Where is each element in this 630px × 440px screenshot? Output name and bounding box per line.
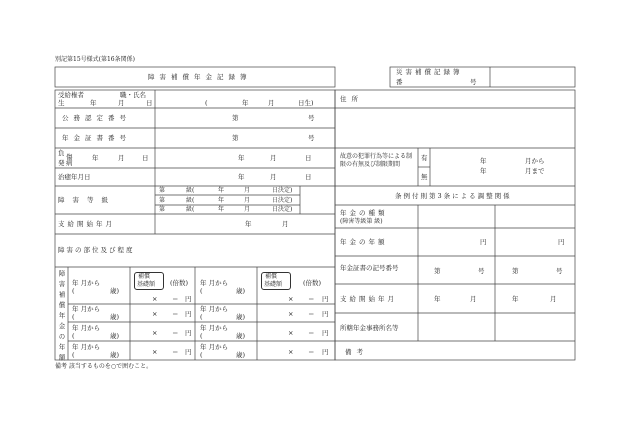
period-7-from: 年 月から [72, 343, 101, 351]
cert-code-gou-2: 号 [556, 267, 563, 275]
period-8-from: 年 月から [200, 343, 229, 351]
cert-code-dai-2: 第 [512, 267, 519, 275]
intentional-label: 故意の犯罪行為等による制限の有無及び制限期間 [340, 153, 413, 169]
age-year: 年 [242, 99, 249, 107]
disability-grade-label: 障害等級 [58, 196, 116, 204]
period-4-from: 年 月から [200, 305, 229, 313]
office-label: 所轄年金事務所名等 [340, 324, 399, 332]
period-7-age: 歳) [110, 351, 120, 359]
grade-row-2-kyu: 級( [186, 197, 195, 204]
grade-row-2-d: 日決定) [272, 197, 293, 204]
psm-month-2: 月 [550, 295, 557, 303]
period-8-open: ( [200, 351, 203, 359]
grade-row-3-d: 日決定) [272, 206, 293, 213]
payment-start-month-label: 支給開始年月 [340, 295, 397, 303]
disaster-number-label: 番 [396, 78, 403, 86]
base-label-1a: 補償 [138, 273, 151, 280]
period-5-from: 年 月から [72, 324, 101, 332]
recipient-label: 受給権者 [58, 91, 84, 99]
healing-month: 月 [270, 173, 277, 181]
grade-row-2-y: 年 [218, 197, 225, 204]
injury-year: 年 [92, 154, 99, 162]
period-3-open: ( [72, 313, 75, 321]
cert-gou: 号 [308, 114, 315, 122]
pension-amount-yen-1: 円 [480, 238, 487, 246]
onset-label-1: 発 [58, 159, 65, 167]
period-6-open: ( [200, 332, 203, 340]
injury-month: 月 [118, 154, 125, 162]
equals-2: ＝ [308, 295, 315, 303]
pension-type-sub: (障害等級第 級) [340, 218, 383, 225]
birth-month: 月 [118, 99, 125, 107]
injury-area-label: 障害の部位及び程度 [58, 246, 135, 254]
period-2-open: ( [200, 287, 203, 295]
remarks-label: 備考 [345, 348, 368, 356]
disaster-record-label: 災害補償記録簿 [396, 68, 463, 76]
none-label: 無 [421, 173, 428, 181]
yen-6: 円 [322, 329, 329, 337]
times-4: × [288, 310, 294, 318]
times-5: × [152, 329, 158, 337]
certificate-gou: 号 [308, 134, 315, 142]
birth-suffix: 日生) [298, 99, 314, 107]
grade-row-3-dai: 第 [159, 206, 166, 213]
grade-row-2-m: 月 [244, 197, 251, 204]
healing-label: 治癒年月日 [58, 173, 91, 181]
period-5-age: 歳) [110, 332, 120, 340]
certificate-code-label: 年金証書の記号番号 [340, 264, 399, 272]
payment-start-label: 支給開始年月 [58, 220, 115, 228]
equals-6: ＝ [308, 329, 315, 337]
times-6: × [288, 329, 294, 337]
healing-day: 日 [305, 173, 312, 181]
period-5-open: ( [72, 332, 75, 340]
period-4-open: ( [200, 313, 203, 321]
birth-label: 生 [58, 99, 65, 107]
equals-3: ＝ [172, 310, 179, 318]
right-table [335, 90, 575, 360]
period-2-from: 年 月から [200, 279, 229, 287]
injury-label-1: 負 [58, 149, 65, 157]
yen-7: 円 [185, 348, 192, 356]
address-label: 住所 [340, 95, 363, 103]
healing-year: 年 [238, 173, 245, 181]
period-6-from: 年 月から [200, 324, 229, 332]
times-2: × [288, 295, 294, 303]
equals-7: ＝ [172, 348, 179, 356]
grade-row-1-y: 年 [218, 187, 225, 194]
yen-4: 円 [322, 310, 329, 318]
times-7: × [152, 348, 158, 356]
from-year: 年 [480, 157, 487, 165]
pension-amount-label: 年金の年額 [340, 238, 388, 246]
period-3-from: 年 月から [72, 305, 101, 313]
period-6-age: 歳) [236, 332, 246, 340]
form-title: 障害補償年金記録簿 [148, 73, 252, 81]
pension-amount-vertical: 障害補償年金の年額 [57, 270, 66, 365]
age-month: 月 [268, 99, 275, 107]
yen-8: 円 [322, 348, 329, 356]
period-1-from: 年 月から [72, 279, 101, 287]
age-open: ( [205, 99, 208, 107]
yen-1: 円 [185, 295, 192, 303]
base-label-2a: 補償 [265, 273, 278, 280]
birth-year: 年 [90, 99, 97, 107]
grade-row-1-m: 月 [244, 187, 251, 194]
grade-row-1-d: 日決定) [272, 187, 293, 194]
base-label-1b: 基礎額 [137, 281, 156, 288]
pension-amount-yen-2: 円 [558, 238, 565, 246]
psm-month-1: 月 [470, 295, 477, 303]
yen-3: 円 [185, 310, 192, 318]
period-1-age: 歳) [110, 287, 120, 295]
equals-1: ＝ [172, 295, 179, 303]
period-4-age: 歳) [236, 313, 246, 321]
base-label-2b: 基礎額 [264, 281, 283, 288]
until-year: 年 [480, 167, 487, 175]
until-month: 月まで [525, 167, 545, 175]
times-1: × [152, 295, 158, 303]
equals-5: ＝ [172, 329, 179, 337]
cert-code-dai-1: 第 [434, 267, 441, 275]
payment-start-year: 年 [245, 220, 252, 228]
grade-row-2-dai: 第 [159, 197, 166, 204]
injury-value-year: 年 [238, 154, 245, 162]
has-label: 有 [421, 154, 428, 162]
job-name-label: 職・氏名 [120, 91, 146, 99]
injury-value-month: 月 [270, 154, 277, 162]
multiplier-2: (倍数) [303, 279, 322, 287]
birth-day: 日 [146, 99, 153, 107]
injury-day: 日 [142, 154, 149, 162]
period-3-age: 歳) [110, 313, 120, 321]
footnote: 備考 該当するものを○で囲むこと。 [55, 363, 153, 370]
grade-row-3-kyu: 級( [186, 206, 195, 213]
times-8: × [288, 348, 294, 356]
grade-row-3-m: 月 [244, 206, 251, 213]
grade-row-1-kyu: 級( [186, 187, 195, 194]
onset-label-2: 病 [66, 159, 73, 167]
certificate-number-label: 年金証書番号 [62, 134, 131, 142]
psm-year-1: 年 [434, 295, 441, 303]
injury-value-day: 日 [305, 154, 312, 162]
grade-row-1-dai: 第 [159, 187, 166, 194]
equals-8: ＝ [308, 348, 315, 356]
form-reference: 別記第15号様式(第16条関係) [55, 56, 135, 63]
multiplier-1: (倍数) [170, 279, 189, 287]
period-1-open: ( [72, 287, 75, 295]
from-month: 月から [525, 157, 545, 165]
injury-label-2: 傷 [66, 153, 73, 161]
grade-row-3-y: 年 [218, 206, 225, 213]
times-3: × [152, 310, 158, 318]
certificate-dai: 第 [232, 134, 239, 142]
period-2-age: 歳) [236, 287, 246, 295]
payment-start-month: 月 [282, 220, 289, 228]
cert-number-label: 公務認定番号 [62, 114, 131, 122]
cert-code-gou-1: 号 [478, 267, 485, 275]
disaster-number-suffix: 号 [470, 78, 477, 86]
yen-2: 円 [322, 295, 329, 303]
cert-dai: 第 [232, 114, 239, 122]
pension-type-label: 年金の種類 [340, 209, 388, 217]
psm-year-2: 年 [512, 295, 519, 303]
period-8-age: 歳) [236, 351, 246, 359]
equals-4: ＝ [308, 310, 315, 318]
period-7-open: ( [72, 351, 75, 359]
yen-5: 円 [185, 329, 192, 337]
supplementary-label: 条例付則第3条による調整関係 [395, 192, 512, 200]
